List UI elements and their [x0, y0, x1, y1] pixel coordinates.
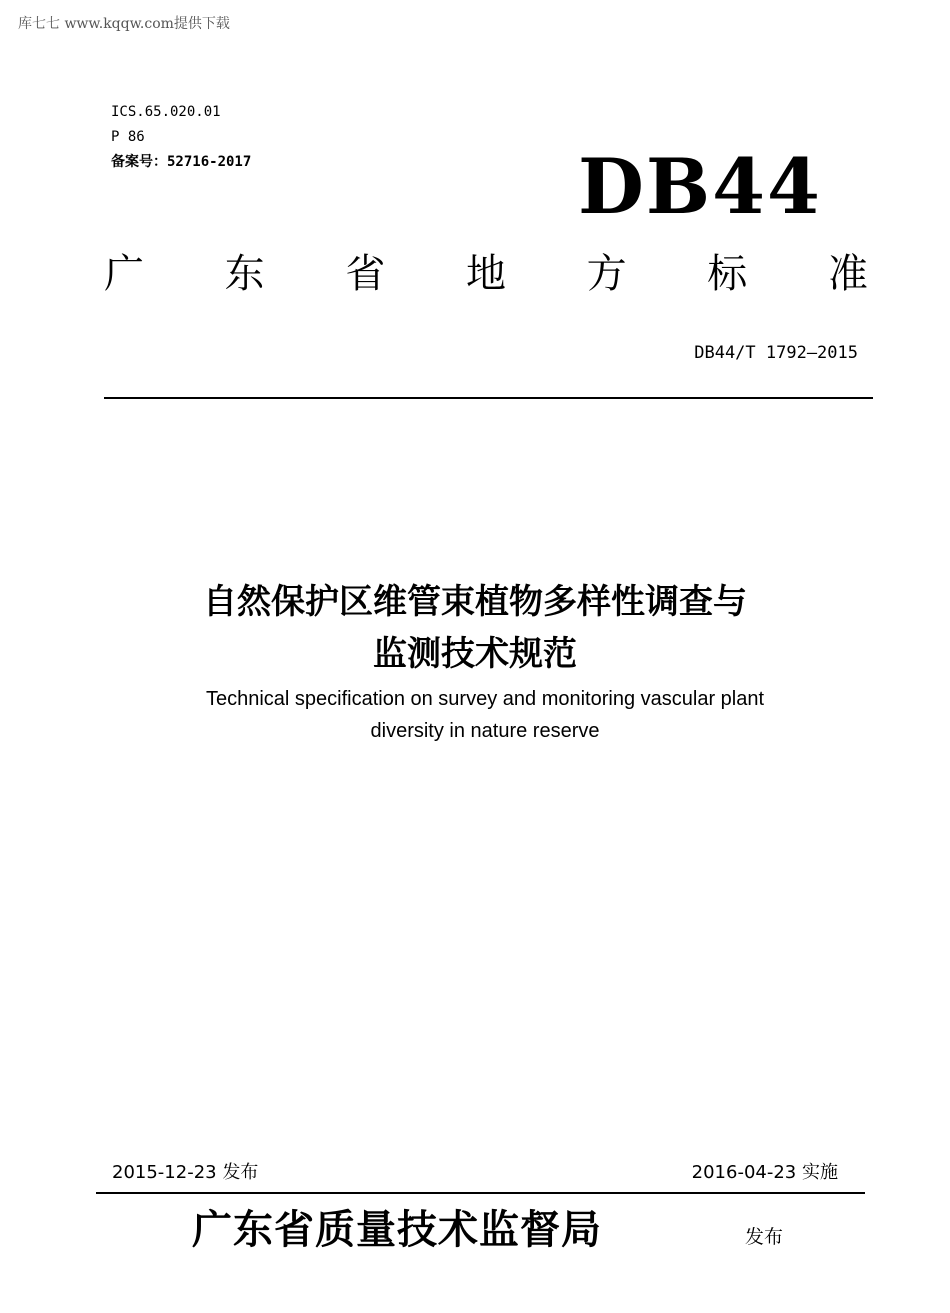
header-divider [104, 397, 873, 399]
standard-type-char: 准 [827, 251, 868, 297]
filing-number: 备案号：52716-2017 [111, 154, 252, 170]
issue-label: 发布 [745, 1226, 784, 1248]
english-title-line1: Technical specification on survey and monitoring vascular plant [205, 688, 765, 710]
standard-code-logo: DB44 [578, 142, 822, 231]
issuing-authority: 广东省质量技术监督局 [192, 1206, 602, 1253]
standard-type-char: 省 [345, 251, 386, 297]
chinese-title-line1: 自然保护区维管束植物多样性调查与 [203, 582, 747, 622]
english-title-line2: diversity in nature reserve [370, 720, 600, 742]
implement-date: 2016-04-23 实施 [691, 1162, 838, 1183]
standard-type-heading [104, 250, 868, 298]
publish-date: 2015-12-23 发布 [112, 1162, 259, 1183]
standard-type-char: 广 [104, 251, 144, 297]
standard-type-char: 方 [586, 251, 627, 297]
classification-code: P 86 [111, 129, 145, 145]
watermark-text: 库七七 www.kqqw.com提供下载 [18, 16, 230, 32]
chinese-title-line2: 监测技术规范 [373, 634, 577, 674]
standard-type-char: 地 [465, 251, 506, 297]
standard-type-char: 东 [224, 251, 265, 297]
standard-number: DB44/T 1792—2015 [694, 343, 858, 363]
standard-type-char: 标 [707, 251, 748, 297]
footer-divider [96, 1192, 865, 1194]
ics-code: ICS.65.020.01 [111, 104, 221, 120]
